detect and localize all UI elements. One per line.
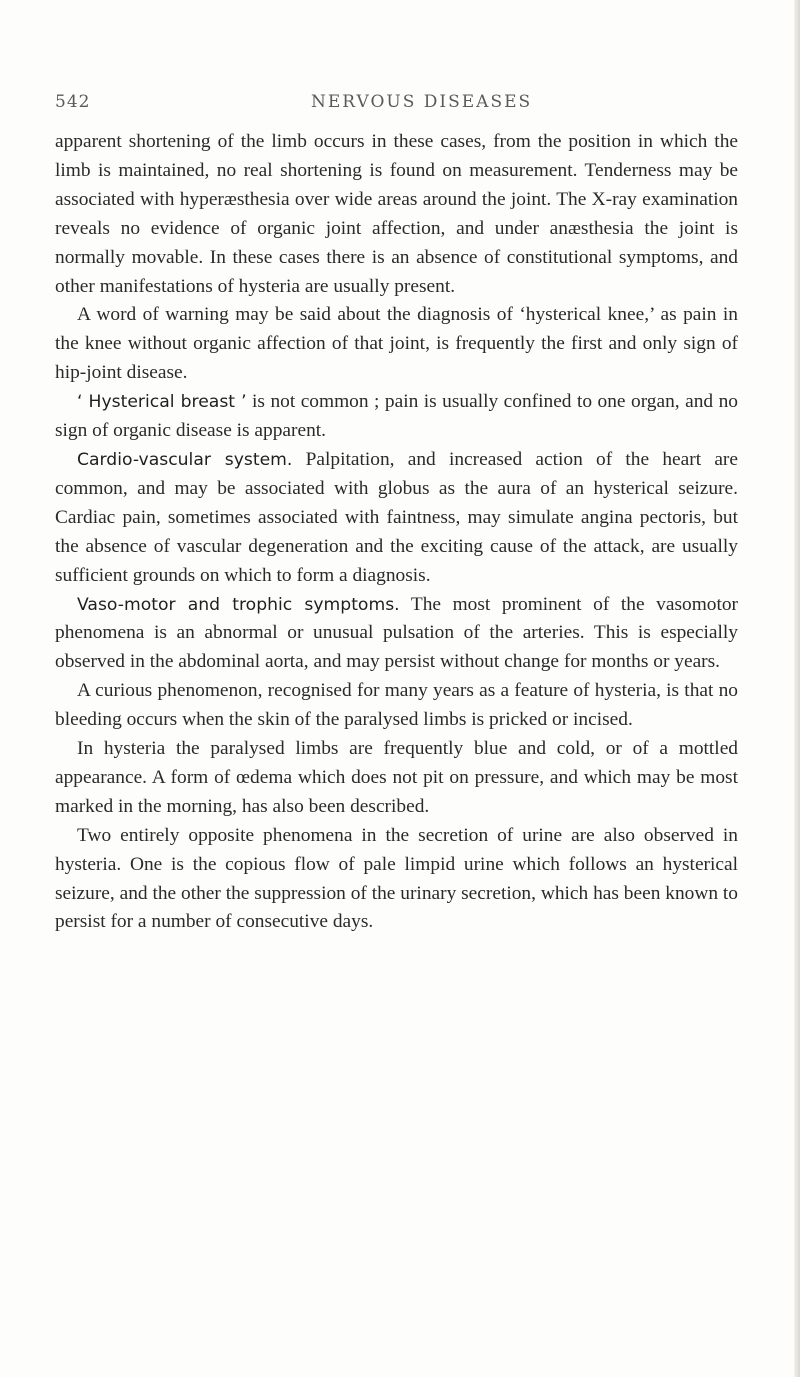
running-head [55,92,745,122]
section-heading: ‘ Hysterical breast ’ [77,392,247,413]
page-number: 542 [55,92,91,112]
page-edge-shadow [794,0,800,1377]
paragraph-urine [55,822,738,938]
paragraph-cardio-vascular [55,446,738,591]
paragraph-text: A curious phenomenon, recognised for many years as a feature of hysteria, is that no bleeding occurs when the skin of the paralysed limbs is pricked or incised. [55,680,738,731]
paragraph-hysterical-breast [55,388,738,446]
paragraph-text: is not common ; pain is usually confined to one organ, and no sign of organic disease is apparent. [55,391,738,442]
paragraph-continuation [55,128,738,301]
paragraph-paralysed-limbs [55,735,738,822]
body-text [55,128,738,937]
paragraph-text: In hysteria the paralysed limbs are frequently blue and cold, or of a mottled appearance. A form of œdema which does not pit on pressure, and which may be most marked in the morning, has also been described. [55,738,738,817]
paragraph-text: apparent shortening of the limb occurs in these cases, from the position in which the limb is maintained, no real shortening is found on measurement. Tenderness may be associated with hyperæsthesia over wide areas around the joint. The X-ray examination reveals no evidence of organic joint affection, and under anæsthesia the joint is normally movable. In these cases there is an absence of constitutional symptoms, and other manifestations of hysteria are usually present. [55,131,738,297]
paragraph-vaso-motor [55,591,738,678]
paragraph-bleeding [55,677,738,735]
section-heading: Vaso-motor and trophic symptoms. [77,594,400,615]
paragraph-text: The most prominent of the vasomotor phenomena is an abnormal or unusual pulsation of the arteries. This is especially observed in the abdominal aorta, and may persist without change for months or years. [55,593,739,673]
running-title: NERVOUS DISEASES [311,92,533,112]
section-heading: Cardio-vascular system. [77,449,293,470]
paragraph-hysterical-knee [55,301,738,388]
paragraph-text: Two entirely opposite phenomena in the secretion of urine are also observed in hysteria. One is the copious flow of pale limpid urine which follows an hysterical seizure, and the other the suppression of the urinary secretion, which has been known to persist for a number of consecutive days. [55,824,738,933]
paragraph-text: A word of warning may be said about the diagnosis of ‘hysterical knee,’ as pain in the knee without organic affection of that joint, is frequently the first and only sign of hip-joint disease. [55,304,738,384]
paragraph-text: Palpitation, and increased action of the heart are common, and may be associated with globus as the aura of an hysterical seizure. Cardiac pain, sometimes associated with faintness, may simulate angina pectoris, but the absence of vascular degeneration and the exciting cause of the attack, are usually sufficient grounds on which to form a diagnosis. [55,448,738,586]
